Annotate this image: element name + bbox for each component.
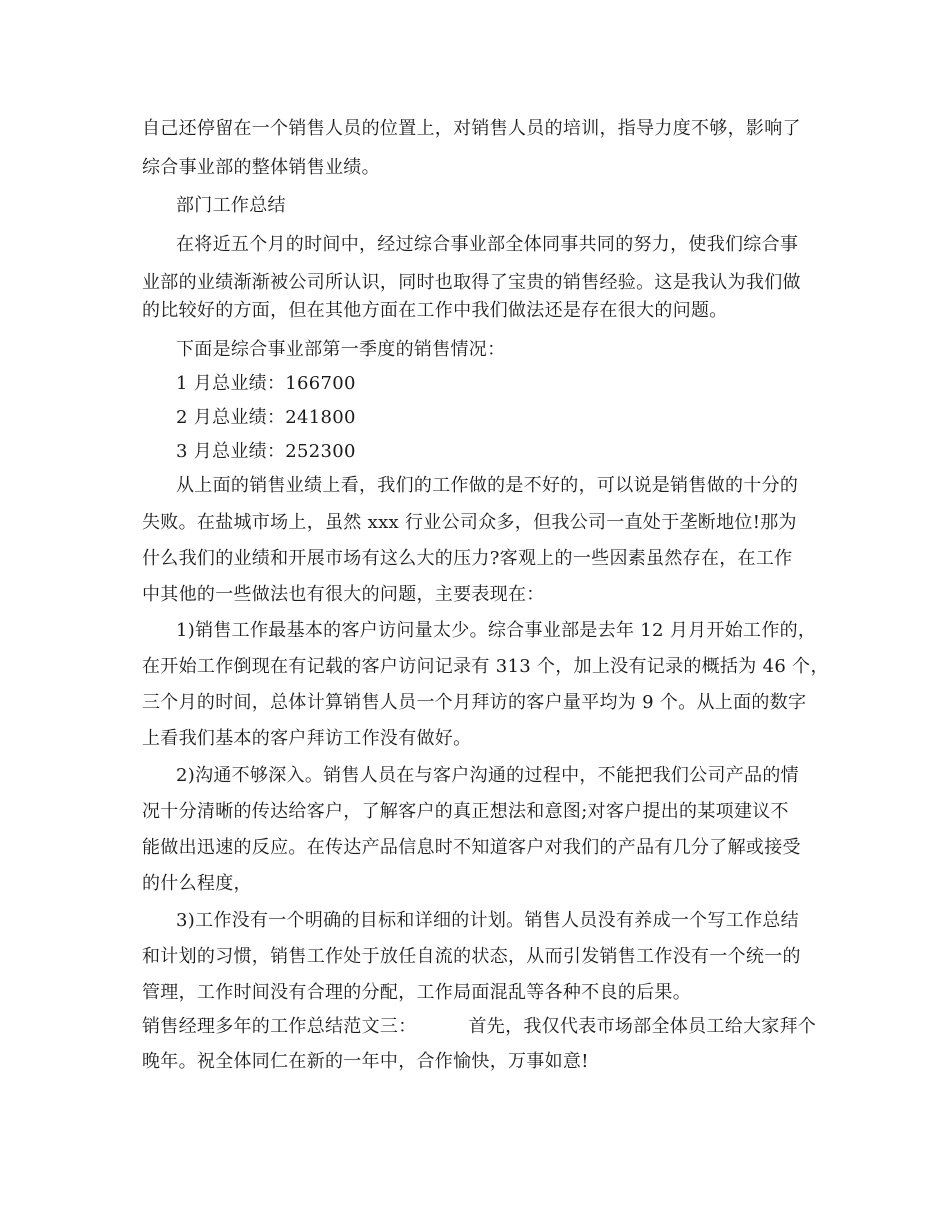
text-line: 管理，工作时间没有合理的分配，工作局面混乱等各种不良的后果。 bbox=[142, 982, 691, 1003]
text-line: 自己还停留在一个销售人员的位置上，对销售人员的培训，指导力度不够，影响了 bbox=[142, 118, 801, 139]
text-line: 下面是综合事业部第一季度的销售情况： bbox=[176, 339, 506, 360]
text-line: 在将近五个月的时间中，经过综合事业部全体同事共同的努力，使我们综合事 bbox=[176, 234, 799, 255]
text-line: 和计划的习惯，销售工作处于放任自流的状态，从而引发销售工作没有一个统一的 bbox=[142, 946, 801, 967]
list-item: 1)销售工作最基本的客户访问量太少。综合事业部是去年 12 月月开始工作的， bbox=[176, 620, 817, 641]
text-line: 在开始工作倒现在有记载的客户访问记录有 313 个，加上没有记录的概括为 46 个， bbox=[142, 656, 829, 677]
text-line: 中其他的一些做法也有很大的问题，主要表现在： bbox=[142, 584, 545, 605]
text-line: 晚年。祝全体同仁在新的一年中，合作愉快，万事如意! bbox=[142, 1051, 589, 1072]
text-line: 从上面的销售业绩上看，我们的工作做的是不好的，可以说是销售做的十分的 bbox=[176, 475, 799, 496]
text-line: 综合事业部的整体销售业绩。 bbox=[142, 157, 380, 178]
text-line: 的比较好的方面，但在其他方面在工作中我们做法还是存在很大的问题。 bbox=[142, 300, 728, 321]
list-item: 2)沟通不够深入。销售人员在与客户沟通的过程中，不能把我们公司产品的情 bbox=[176, 765, 799, 786]
article-title: 销售经理多年的工作总结范文三： bbox=[142, 1016, 417, 1037]
text-line: 什么我们的业绩和开展市场有这么大的压力?客观上的一些因素虽然存在，在工作 bbox=[142, 548, 793, 569]
text-line: 的什么程度， bbox=[142, 873, 252, 894]
text-line bbox=[0, 1014, 950, 1040]
text-line: 三个月的时间，总体计算销售人员一个月拜访的客户量平均为 9 个。从上面的数字 bbox=[142, 692, 807, 713]
section-heading: 部门工作总结 bbox=[176, 195, 286, 216]
sales-figure-feb: 2 月总业绩：241800 bbox=[176, 407, 356, 428]
sales-figure-mar: 3 月总业绩：252300 bbox=[176, 441, 356, 462]
text-line: 能做出迅速的反应。在传达产品信息时不知道客户对我们的产品有几分了解或接受 bbox=[142, 837, 801, 858]
sales-figure-jan: 1 月总业绩：166700 bbox=[176, 373, 356, 394]
article-opening: 首先，我仅代表市场部全体员工给大家拜个 bbox=[468, 1016, 817, 1037]
text-line: 业部的业绩渐渐被公司所认识，同时也取得了宝贵的销售经验。这是我认为我们做 bbox=[142, 272, 801, 293]
text-line: 失败。在盐城市场上，虽然 xxx 行业公司众多，但我公司一直处于垄断地位!那为 bbox=[142, 512, 797, 533]
text-line: 况十分清晰的传达给客户，了解客户的真正想法和意图;对客户提出的某项建议不 bbox=[142, 801, 789, 822]
text-line: 上看我们基本的客户拜访工作没有做好。 bbox=[142, 728, 472, 749]
list-item: 3)工作没有一个明确的目标和详细的计划。销售人员没有养成一个写工作总结 bbox=[176, 910, 799, 931]
